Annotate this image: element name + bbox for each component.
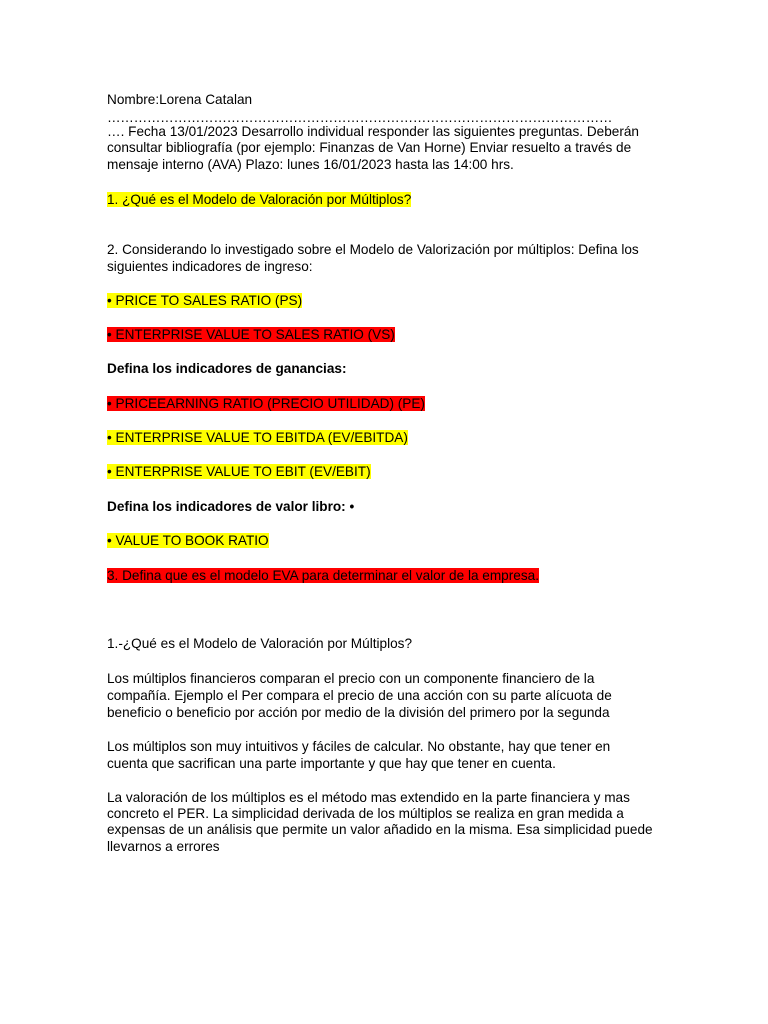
intro-line-1: …. Fecha 13/01/2023 Desarrollo individual responder las siguientes preguntas. Deberán xyxy=(107,124,639,139)
question-1 xyxy=(107,192,411,209)
indicator-ps-text: • PRICE TO SALES RATIO (PS) xyxy=(107,293,303,308)
book-value-heading: Defina los indicadores de valor libro: • xyxy=(107,499,355,514)
answer-paragraph-2-line-2: cuenta que sacrifican una parte importante y que hay que tener en cuenta. xyxy=(107,756,556,771)
question-2-line-1: 2. Considerando lo investigado sobre el Modelo de Valorización por múltiplos: Defina los xyxy=(107,242,639,257)
indicator-ev-ebitda-text: • ENTERPRISE VALUE TO EBITDA (EV/EBITDA) xyxy=(107,430,408,445)
indicator-pe xyxy=(107,396,425,413)
student-name: Nombre:Lorena Catalan xyxy=(107,92,253,107)
indicator-ps xyxy=(107,293,302,310)
question-3-text: 3. Defina que es el modelo EVA para determinar el valor de la empresa. xyxy=(107,568,539,583)
question-2-line-2: siguientes indicadores de ingreso: xyxy=(107,259,313,274)
answer-paragraph-2-line-1: Los múltiplos son muy intuitivos y fáciles de calcular. No obstante, hay que tener en xyxy=(107,739,611,754)
question-3 xyxy=(107,568,539,585)
indicator-pe-text: • PRICEEARNING RATIO (PRECIO UTILIDAD) (PE) xyxy=(107,396,425,411)
answer-paragraph-1-line-2: compañía. Ejemplo el Per compara el precio de una acción con su parte alícuota de xyxy=(107,688,612,703)
indicator-ev-ebit xyxy=(107,464,371,481)
gains-heading: Defina los indicadores de ganancias: xyxy=(107,361,347,376)
indicator-vs-text: • ENTERPRISE VALUE TO SALES RATIO (VS) xyxy=(107,327,395,342)
indicator-vs xyxy=(107,327,395,344)
intro-line-3: mensaje interno (AVA) Plazo: lunes 16/01/2023 hasta las 14:00 hrs. xyxy=(107,157,514,172)
intro-line-2: consultar bibliografía (por ejemplo: Finanzas de Van Horne) Enviar resuelto a través de xyxy=(107,140,632,155)
answer-paragraph-3-line-3: expensas de un análisis que permite un valor añadido en la misma. Esa simplicidad puede xyxy=(107,822,653,837)
answer-heading: 1.-¿Qué es el Modelo de Valoración por Múltiplos? xyxy=(107,636,413,651)
indicator-vtb xyxy=(107,533,269,550)
answer-paragraph-3-line-4: llevarnos a errores xyxy=(107,839,220,854)
answer-paragraph-1-line-3: beneficio o beneficio por acción por medio de la división del primero por la segunda xyxy=(107,705,610,720)
indicator-ev-ebit-text: • ENTERPRISE VALUE TO EBIT (EV/EBIT) xyxy=(107,464,371,479)
answer-paragraph-3-line-1: La valoración de los múltiplos es el método mas extendido en la parte financiera y mas xyxy=(107,790,630,805)
answer-paragraph-1-line-1: Los múltiplos financieros comparan el precio con un componente financiero de la xyxy=(107,671,595,686)
question-1-text: 1. ¿Qué es el Modelo de Valoración por Múltiplos? xyxy=(107,192,412,207)
indicator-ev-ebitda xyxy=(107,430,408,447)
dotted-separator: …………………………………………………………………………………………………… xyxy=(107,110,613,125)
answer-paragraph-3-line-2: concreto el PER. La simplicidad derivada de los múltiplos se realiza en gran medida a xyxy=(107,806,624,821)
indicator-vtb-text: • VALUE TO BOOK RATIO xyxy=(107,533,269,548)
